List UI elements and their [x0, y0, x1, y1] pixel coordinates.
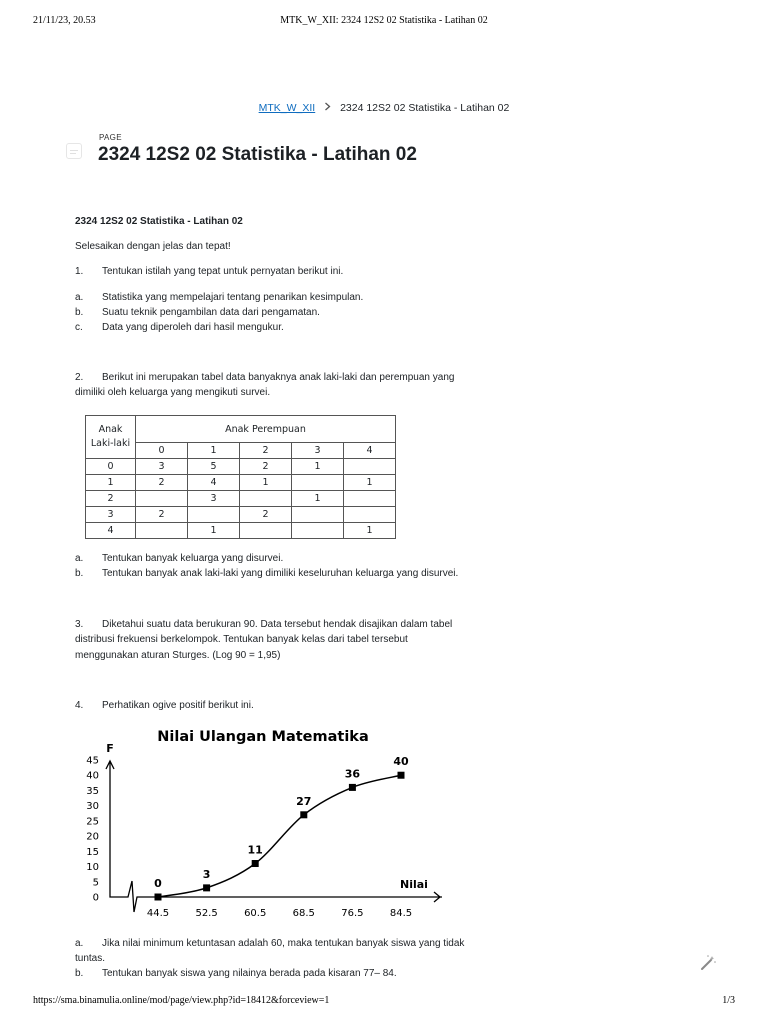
q1-item-b: b. Suatu teknik pengambilan data dari pengamatan. — [75, 307, 320, 318]
print-datetime: 21/11/23, 20.53 — [33, 15, 96, 26]
table-row: 4 1 1 — [86, 523, 396, 539]
y-tick-label: 30 — [86, 801, 99, 813]
q3-line1: 3. Diketahui suatu data berukuran 90. Data tersebut hendak disajikan dalam tabel — [75, 619, 453, 630]
table-col-header: 4 — [344, 443, 396, 459]
data-label: 3 — [202, 867, 211, 881]
y-tick-label: 10 — [86, 862, 99, 874]
y-axis-label: F — [106, 742, 114, 755]
q4-item-b: b. Tentukan banyak siswa yang nilainya berada pada kisaran 77– 84. — [75, 968, 397, 979]
y-tick-label: 0 — [92, 892, 99, 904]
data-label: 0 — [154, 877, 162, 890]
y-tick-label: 45 — [86, 755, 99, 767]
q2-text-line2: dimiliki oleh keluarga yang mengikuti survei. — [75, 387, 271, 398]
q1-item-c: c. Data yang diperoleh dari hasil mengukur. — [75, 322, 284, 333]
data-label: 11 — [247, 843, 263, 857]
data-points — [155, 772, 405, 901]
x-tick-label: 44.5 — [146, 908, 170, 919]
y-tick-labels — [86, 756, 99, 904]
y-tick-label: 20 — [86, 831, 99, 843]
breadcrumb — [0, 102, 768, 114]
q2-item-b: b. Tentukan banyak anak laki-laki yang dimiliki keseluruhan keluarga yang disurvei. — [75, 568, 459, 579]
y-tick-label: 35 — [86, 785, 99, 797]
data-point — [349, 784, 356, 791]
table-row: 1 2 4 1 1 — [86, 475, 396, 491]
print-header — [0, 15, 768, 29]
x-tick-label: 52.5 — [195, 908, 218, 919]
x-tick-labels — [147, 908, 412, 919]
table-col-header: 2 — [240, 443, 292, 459]
data-label: 40 — [393, 755, 409, 769]
print-footer — [0, 995, 768, 1009]
data-point — [300, 811, 307, 818]
ogive-chart — [82, 722, 442, 922]
magic-wand-icon[interactable] — [699, 954, 717, 972]
table-row: 3 2 2 — [86, 507, 396, 523]
q1-text: 1. Tentukan istilah yang tepat untuk pernyatan berikut ini. — [75, 266, 344, 277]
data-point — [203, 884, 210, 891]
q3-line2: distribusi frekuensi berkelompok. Tentukan banyak kelas dari tabel tersebut — [75, 634, 408, 645]
content-heading: 2324 12S2 02 Statistika - Latihan 02 — [75, 216, 243, 227]
data-label: 27 — [296, 794, 312, 808]
q4-item-a-cont: tuntas. — [75, 953, 106, 964]
data-labels — [154, 755, 409, 890]
q2-item-a: a. Tentukan banyak keluarga yang disurvei. — [75, 553, 284, 564]
data-point — [252, 860, 259, 867]
data-point — [398, 772, 405, 779]
table-row-header: Anak Laki-laki — [86, 416, 136, 459]
y-tick-label: 15 — [86, 846, 99, 858]
x-tick-label: 76.5 — [341, 908, 364, 919]
print-doc-title: MTK_W_XII: 2324 12S2 02 Statistika - Latihan 02 — [280, 15, 488, 26]
table-col-header: 0 — [136, 443, 188, 459]
q4-text: 4. Perhatikan ogive positif berikut ini. — [75, 700, 254, 711]
x-tick-label: 84.5 — [389, 908, 413, 919]
chevron-right-icon — [324, 102, 331, 114]
data-point — [155, 894, 162, 901]
page-kind-label: PAGE — [99, 133, 122, 142]
intro-text: Selesaikan dengan jelas dan tepat! — [75, 241, 231, 252]
page-icon — [66, 143, 82, 159]
x-tick-label: 68.5 — [292, 908, 315, 919]
page-title: 2324 12S2 02 Statistika - Latihan 02 — [98, 144, 417, 165]
print-page-number: 1/3 — [722, 995, 735, 1006]
table-col-header: 1 — [188, 443, 240, 459]
q4-item-a: a. Jika nilai minimum ketuntasan adalah 60, maka tentukan banyak siswa yang tidak — [75, 938, 465, 949]
ogive-chart-svg — [82, 722, 442, 922]
data-label: 36 — [344, 767, 361, 781]
q3-line3: menggunakan aturan Sturges. (Log 90 = 1,95) — [75, 650, 281, 661]
x-tick-label: 60.5 — [244, 908, 267, 919]
table-row: 2 3 1 — [86, 491, 396, 507]
y-tick-label: 25 — [86, 816, 99, 828]
breadcrumb-current: 2324 12S2 02 Statistika - Latihan 02 — [340, 102, 510, 114]
x-axis-label: Nilai — [400, 878, 428, 891]
q2-text-line1: 2. Berikut ini merupakan tabel data banyaknya anak laki-laki dan perempuan yang — [75, 372, 455, 383]
table-col-header: 3 — [292, 443, 344, 459]
table-row: 0 3 5 2 1 — [86, 459, 396, 475]
print-url: https://sma.binamulia.online/mod/page/view.php?id=18412&forceview=1 — [33, 995, 330, 1006]
q1-item-a: a. Statistika yang mempelajari tentang penarikan kesimpulan. — [75, 292, 364, 303]
survey-table — [85, 415, 396, 539]
y-tick-label: 40 — [86, 770, 99, 782]
table-col-group: Anak Perempuan — [136, 416, 396, 443]
ogive-series-line — [158, 775, 401, 897]
y-tick-label: 5 — [92, 877, 99, 889]
breadcrumb-course-link[interactable]: MTK_W_XII — [258, 102, 316, 114]
chart-title: Nilai Ulangan Matematika — [157, 729, 369, 745]
